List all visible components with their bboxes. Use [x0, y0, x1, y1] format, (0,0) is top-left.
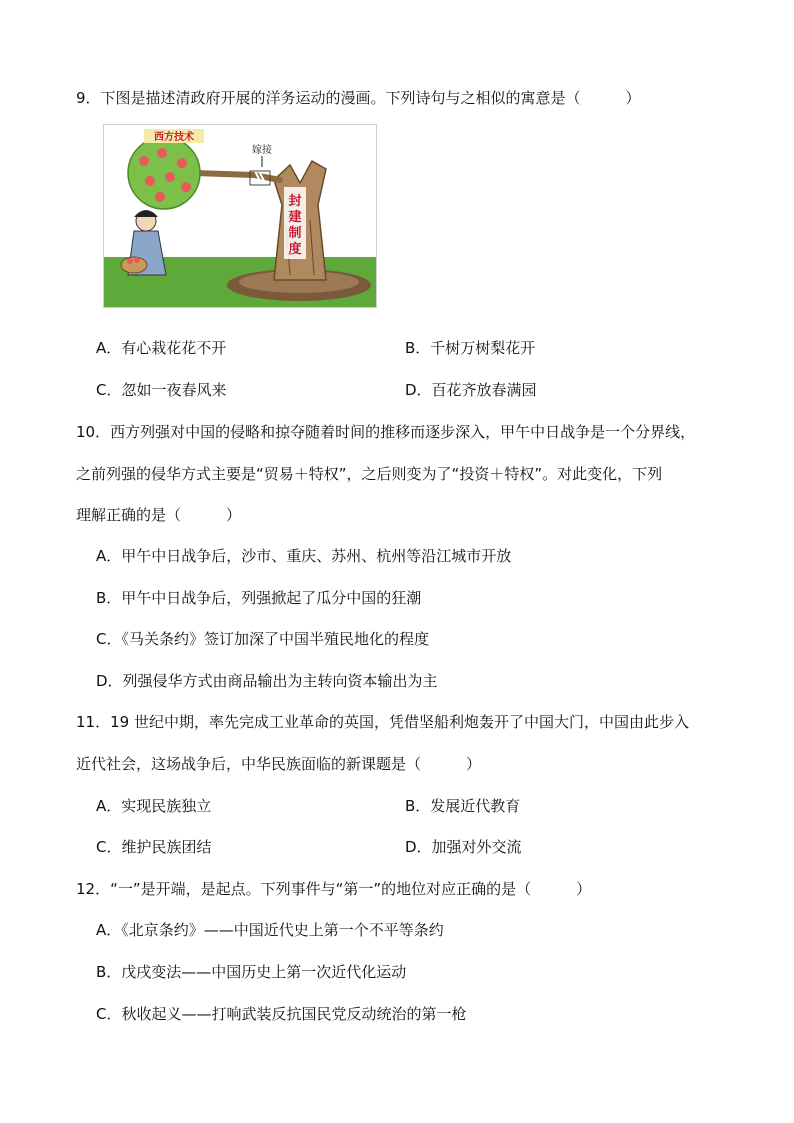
q9-option-d[interactable]: D．百花齐放春满园 [405, 381, 537, 399]
q9-option-b[interactable]: B．千树万树梨花开 [405, 339, 536, 357]
q11-option-a[interactable]: A．实现民族独立 [96, 797, 212, 815]
q12-option-a[interactable]: A．《北京条约》——中国近代史上第一个不平等条约 [96, 921, 444, 939]
graft-label: 嫁接 [252, 145, 272, 156]
trunk-label: 封建制度 [288, 194, 302, 257]
q11-option-d[interactable]: D．加强对外交流 [405, 838, 522, 856]
question-11-stem-line-1: 11．19 世纪中期，率先完成工业革命的英国，凭借坚船利炮轰开了中国大门，中国由此步入 [76, 713, 689, 731]
yangwu-movement-cartoon [103, 124, 377, 308]
q9-option-a[interactable]: A．有心栽花花不开 [96, 339, 227, 357]
q10-option-c[interactable]: C．《马关条约》签订加深了中国半殖民地化的程度 [96, 630, 429, 648]
question-10-stem-line-3: 理解正确的是（ ） [76, 506, 242, 524]
question-12-stem: 12．“一”是开端，是起点。下列事件与“第一”的地位对应正确的是（ ） [76, 880, 592, 898]
q11-option-c[interactable]: C．维护民族团结 [96, 838, 212, 856]
q10-option-a[interactable]: A．甲午中日战争后，沙市、重庆、苏州、杭州等沿江城市开放 [96, 547, 512, 565]
q10-option-b[interactable]: B．甲午中日战争后，列强掀起了瓜分中国的狂潮 [96, 589, 422, 607]
question-10-stem-line-2: 之前列强的侵华方式主要是“贸易＋特权”，之后则变为了“投资＋特权”。对此变化，下列 [76, 465, 663, 483]
tree-label: 西方技术 [154, 132, 194, 143]
question-9-stem: 9．下图是描述清政府开展的洋务运动的漫画。下列诗句与之相似的寓意是（ ） [76, 89, 641, 107]
question-10-stem-line-1: 10．西方列强对中国的侵略和掠夺随着时间的推移而逐步深入，甲午中日战争是一个分界线， [76, 423, 696, 441]
q12-option-b[interactable]: B．戊戌变法——中国历史上第一次近代化运动 [96, 963, 407, 981]
q11-option-b[interactable]: B．发展近代教育 [405, 797, 521, 815]
q12-option-c[interactable]: C．秋收起义——打响武装反抗国民党反动统治的第一枪 [96, 1005, 467, 1023]
question-11-stem-line-2: 近代社会，这场战争后，中华民族面临的新课题是（ ） [76, 755, 482, 773]
q9-option-c[interactable]: C．忽如一夜春风来 [96, 381, 227, 399]
q10-option-d[interactable]: D．列强侵华方式由商品输出为主转向资本输出为主 [96, 672, 438, 690]
